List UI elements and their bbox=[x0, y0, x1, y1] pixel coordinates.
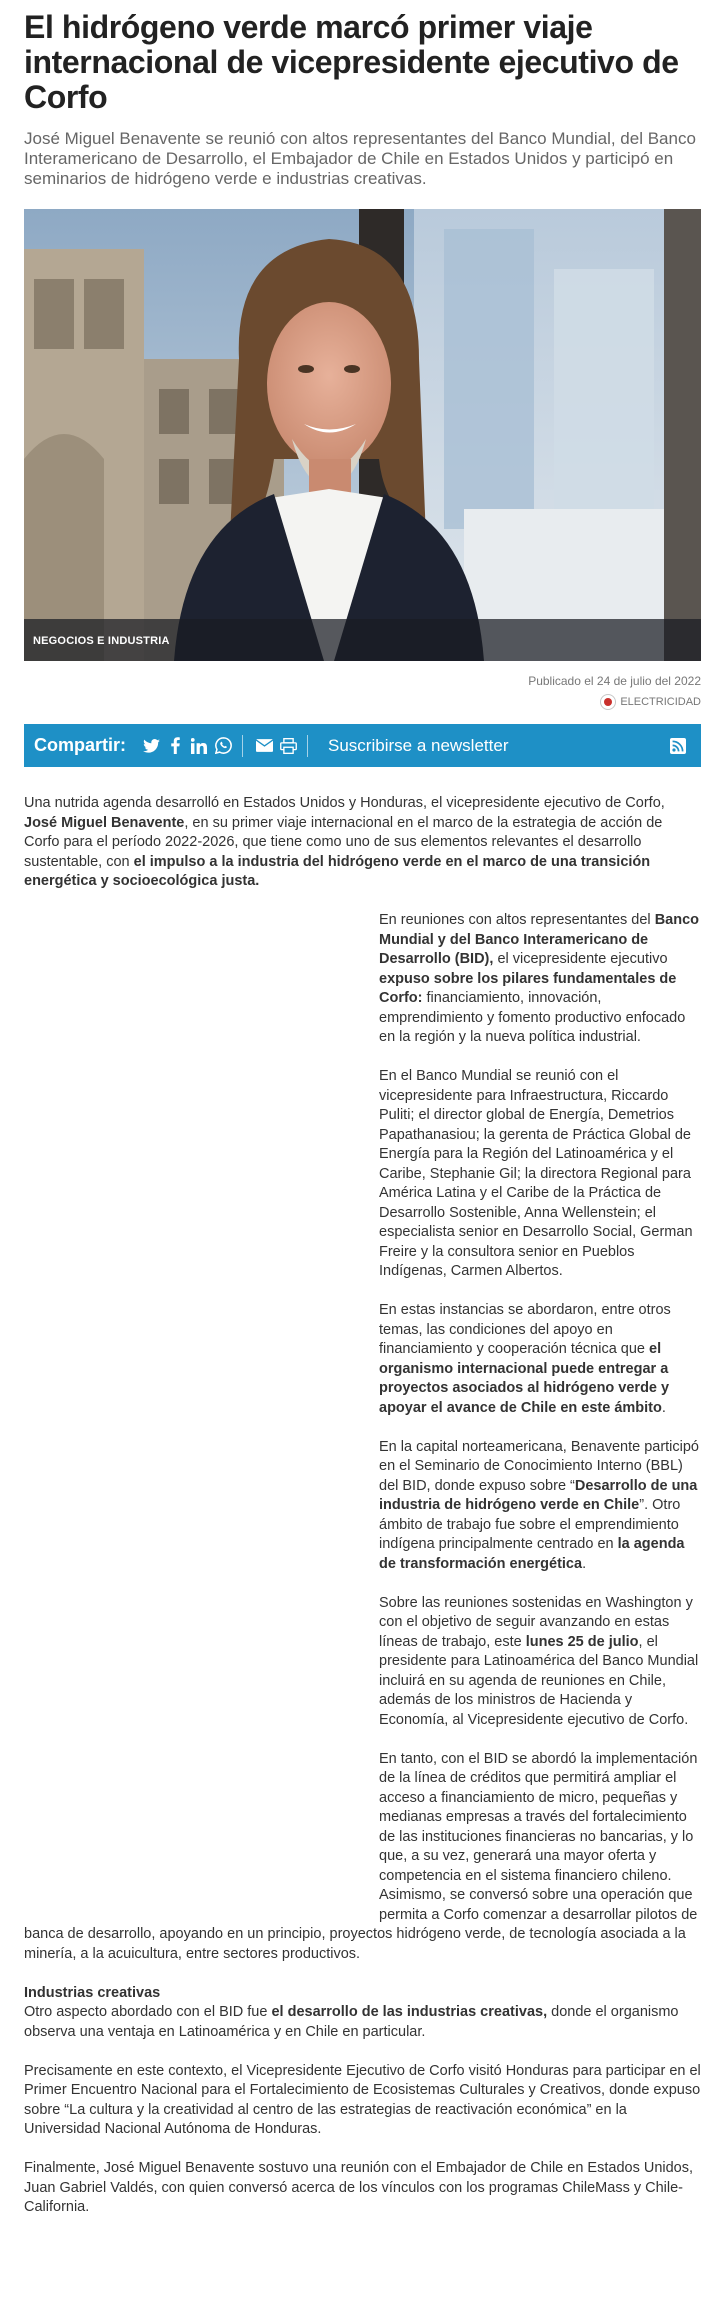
image-category-caption bbox=[24, 619, 701, 661]
image-caption-text: NEGOCIOS E INDUSTRIA bbox=[33, 635, 170, 647]
linkedin-icon[interactable] bbox=[188, 735, 210, 757]
facebook-icon[interactable] bbox=[164, 735, 186, 757]
paragraph-10: Finalmente, José Miguel Benavente sostuvo una reunión con el Embajador de Chile en Estados Unidos, Juan Gabriel Valdés, con quien conversó acerca de los vínculos con los programas ChileMass y Chile-California. bbox=[24, 2160, 694, 2215]
email-icon[interactable] bbox=[253, 735, 275, 757]
paragraph-9: Precisamente en este contexto, el Vicepresidente Ejecutivo de Corfo visitó Honduras para participar en el Primer Encuentro Nacional para el Fortalecimiento de Ecosistemas Culturales y Creativos, donde expuso sobre “La cultura y la creatividad al centro de las estrategias de reactivación económica” en la Universidad Nacional Autónoma de Honduras. bbox=[24, 2062, 701, 2137]
share-divider-2 bbox=[307, 735, 308, 757]
share-label: Compartir: bbox=[34, 735, 127, 755]
print-icon[interactable] bbox=[277, 735, 299, 757]
share-bar bbox=[24, 724, 701, 767]
category-tag[interactable] bbox=[24, 694, 701, 710]
paragraph-8: Otro aspecto abordado con el BID fue el desarrollo de las industrias creativas, donde el organismo observa una ventaja en Latinoamérica y en Chile en particular. bbox=[24, 2004, 679, 2040]
paragraph-2: En reuniones con altos representantes del Banco Mundial y del Banco Interamericano de Desarrollo (BID), el vicepresidente ejecutivo expuso sobre los pilares fundamentales de Corfo: financiamiento, innovación, emprendimiento y fomento productivo enfocado en la región y la nueva política industrial. bbox=[379, 912, 700, 1045]
article-title: El hidrógeno verde marcó primer viaje internacional de vicepresidente ejecutivo de Corfo bbox=[24, 9, 679, 115]
publish-date: Publicado el 24 de julio del 2022 bbox=[528, 674, 701, 688]
category-tag-label: ELECTRICIDAD bbox=[620, 696, 701, 708]
embedded-content-space bbox=[24, 911, 379, 1919]
paragraph-4: En estas instancias se abordaron, entre otros temas, las condiciones del apoyo en financiamiento y cooperación técnica que el organismo internacional puede entregar a proyectos asociados al hidrógeno verde y apoyar el avance de Chile en este ámbito. bbox=[379, 1302, 671, 1416]
electricity-icon bbox=[600, 694, 616, 710]
newsletter-link[interactable]: Suscribirse a newsletter bbox=[328, 735, 509, 755]
hero-image bbox=[24, 209, 701, 661]
article-lead: José Miguel Benavente se reunió con altos representantes del Banco Mundial, del Banco Interamericano de Desarrollo, el Embajador de Chile en Estados Unidos y participó en seminarios de hidrógeno verde e industrias creativas. bbox=[24, 129, 696, 188]
twitter-icon[interactable] bbox=[140, 735, 162, 757]
paragraph-7: En tanto, con el BID se abordó la implementación de la línea de créditos que permitirá ampliar el acceso a financiamiento de micro, pequeñas y medianas empresas a través del fortalecimiento de las instituciones financieras no bancarias, y lo que, a su vez, generará una mayor oferta y competencia en el sistema financiero chileno. Asimismo, se conversó sobre una operación que permita a Corfo comenzar a desarrollar pilotos de banca de desarrollo, apoyando en un principio, proyectos hidrógeno verde, de tecnología asociada a la minería, a la acuicultura, entre sectores productivos. bbox=[24, 1750, 698, 1962]
share-divider bbox=[242, 735, 243, 757]
paragraph-6: Sobre las reuniones sostenidas en Washington y con el objetivo de seguir avanzando en estas líneas de trabajo, este lunes 25 de julio, el presidente para Latinoamérica del Banco Mundial incluirá en su agenda de reuniones en Chile, además de los ministros de Hacienda y Economía, al Vicepresidente ejecutivo de Corfo. bbox=[379, 1594, 699, 1728]
portrait-photo bbox=[24, 209, 701, 661]
rss-icon[interactable] bbox=[667, 735, 689, 757]
paragraph-1: Una nutrida agenda desarrolló en Estados Unidos y Honduras, el vicepresidente ejecutivo de Corfo, José Miguel Benavente, en su primer viaje internacional en el marco de la estrategia de acción de Corfo para el período 2022-2026, que tiene como uno de sus elementos relevantes el desarrollo sustentable, con el impulso a la industria del hidrógeno verde en el marco de una transición energética y socioecológica justa. bbox=[24, 795, 665, 889]
article-body bbox=[24, 794, 701, 2218]
section-heading-industrias-creativas: Industrias creativas bbox=[24, 1984, 161, 2001]
paragraph-3: En el Banco Mundial se reunió con el vicepresidente para Infraestructura, Riccardo Puliti; el director global de Energía, Demetrios Papathanasiou; la gerenta de Práctica Global de Energía para la Región del Latinoamérica y el Caribe, Stephanie Gil; la directora Regional para América Latina y el Caribe de la Práctica de Desarrollo Sostenible, Anna Wellenstein; el especialista senior en Desarrollo Social, German Freire y la consultora senior en Pueblos Indígenas, Carmen Albertos. bbox=[379, 1068, 693, 1279]
paragraph-5: En la capital norteamericana, Benavente participó en el Seminario de Conocimiento Interno (BBL) del BID, donde expuso sobre “Desarrollo de una industria de hidrógeno verde en Chile”. Otro ámbito de trabajo fue sobre el emprendimiento indígena principalmente centrado en la agenda de transformación energética. bbox=[379, 1438, 699, 1572]
whatsapp-icon[interactable] bbox=[212, 735, 234, 757]
